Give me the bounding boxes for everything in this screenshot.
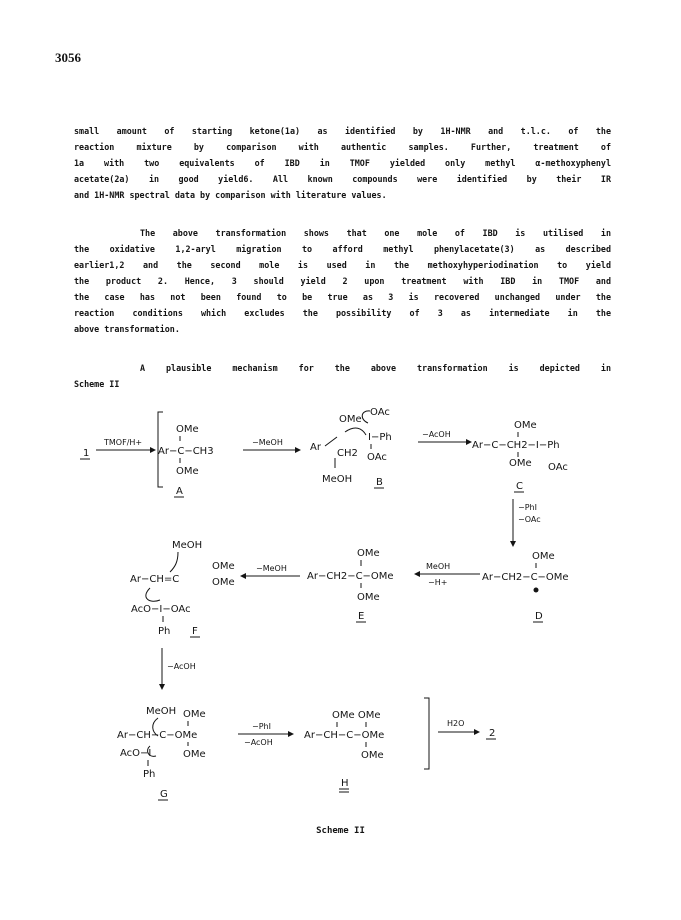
H-ome-top: OMe OMe (332, 710, 381, 721)
scheme-caption: Scheme II (316, 826, 365, 836)
C-oac: OAc (548, 462, 568, 473)
text-line: A plausible mechanism for the above transformation is depicted in (140, 363, 611, 373)
arrowhead (474, 729, 480, 735)
arrowhead (240, 573, 246, 579)
G-ph: Ph (143, 769, 156, 780)
text-line: Scheme II (74, 379, 120, 389)
F-ph: Ph (158, 626, 171, 637)
arrowhead (414, 571, 420, 577)
F-ome-1: OMe (212, 561, 235, 572)
D-ome: OMe (532, 551, 555, 562)
arrowhead (288, 731, 294, 737)
text-line: reaction conditions which excludes the possibility of 3 as intermediate in the (74, 308, 611, 318)
E-label: E (358, 611, 365, 622)
curved-arrow (170, 552, 178, 572)
G-chain: Ar−CH−C−OMe (117, 730, 198, 741)
H-label: H (341, 778, 349, 789)
B-label: B (376, 477, 383, 488)
H-ome-bottom: OMe (361, 750, 384, 761)
F-ome-2: OMe (212, 577, 235, 588)
curved-arrow (345, 428, 366, 435)
reagent-acoh: −AcOH (422, 430, 451, 439)
reagent-tmof: TMOF/H+ (104, 438, 143, 447)
reagent-gh-bottom: −AcOH (244, 738, 273, 747)
B-oac-top: OAc (370, 407, 390, 418)
arrowhead (295, 447, 301, 453)
B-meoh: MeOH (322, 474, 353, 485)
F-chain: Ar−CH=C (130, 574, 180, 585)
B-iph: I−Ph (368, 432, 392, 443)
G-aco: AcO−I (120, 748, 152, 759)
G-ome-top: OMe (183, 709, 206, 720)
G-label: G (160, 789, 168, 800)
bond (325, 437, 337, 446)
reagent-oac: −OAc (518, 515, 541, 524)
arrowhead (159, 684, 165, 690)
A-ome-top: OMe (176, 424, 199, 435)
B-ch2: CH2 (337, 448, 358, 459)
arrowhead (510, 541, 516, 547)
C-ome-top: OMe (514, 420, 537, 431)
reagent-de-top: MeOH (426, 562, 451, 571)
D-label: D (535, 611, 543, 622)
text-line: the product 2. Hence, 3 should yield 2 upon treatment with IBD in TMOF and (74, 276, 611, 286)
E-ome-top: OMe (357, 548, 380, 559)
text-line: The above transformation shows that one mole of IBD is utilised in (140, 228, 611, 238)
arrowhead (150, 447, 156, 453)
text-line: above transformation. (74, 324, 180, 334)
G-ome-bottom: OMe (183, 749, 206, 760)
H-chain: Ar−CH−C−OMe (304, 730, 385, 741)
E-chain: Ar−CH2−C−OMe (307, 571, 394, 582)
curved-arrow (362, 411, 370, 423)
product-number: 2 (489, 728, 496, 739)
B-ar: Ar (310, 442, 321, 453)
text-line: the oxidative 1,2-aryl migration to afford methyl phenylacetate(3) as described (74, 244, 611, 254)
reagent-gh-top: −PhI (252, 722, 271, 731)
reagent-de-bottom: −H+ (428, 578, 448, 587)
C-label: C (516, 481, 523, 492)
reagent-water: H2O (447, 719, 465, 728)
F-aco: AcO−I−OAc (131, 604, 191, 615)
E-ome-bottom: OMe (357, 592, 380, 603)
text-line: acetate(2a) in good yield6. All known compounds were identified by their IR (74, 174, 611, 184)
reagent-acoh-2: −AcOH (167, 662, 196, 671)
cation-marker (534, 588, 539, 593)
text-line: the case has not been found to be true as 3 is recovered unchanged under the (74, 292, 611, 302)
F-label: F (192, 626, 198, 637)
C-ome-bottom: OMe (509, 458, 532, 469)
F-meoh: MeOH (172, 540, 203, 551)
curved-arrow (146, 588, 160, 601)
text-line: and 1H-NMR spectral data by comparison with literature values. (74, 190, 387, 200)
text-line: 1a with two equivalents of IBD in TMOF yielded only methyl α-methoxyphenyl (74, 158, 611, 168)
text-line: earlier1,2 and the second mole is used in the methoxyhyperiodination to yield (74, 260, 611, 270)
reagent-ef: −MeOH (256, 564, 287, 573)
A-chain: Ar−C−CH3 (158, 446, 214, 457)
C-chain: Ar−C−CH2−I−Ph (472, 440, 560, 451)
A-ome-bottom: OMe (176, 466, 199, 477)
B-ome: OMe (339, 414, 362, 425)
text-line: reaction mixture by comparison with authentic samples. Further, treatment of (74, 142, 611, 152)
B-oac-bottom: OAc (367, 452, 387, 463)
D-chain: Ar−CH2−C−OMe (482, 572, 569, 583)
reagent-meoh: −MeOH (252, 438, 283, 447)
page-number: 3056 (55, 50, 81, 65)
text-line: small amount of starting ketone(1a) as identified by 1H-NMR and t.l.c. of the (74, 126, 611, 136)
reagent-phi: −PhI (518, 503, 537, 512)
A-label: A (176, 486, 183, 497)
start-compound-number: 1 (83, 448, 90, 459)
bracket-right (424, 698, 429, 769)
G-meoh: MeOH (146, 706, 177, 717)
